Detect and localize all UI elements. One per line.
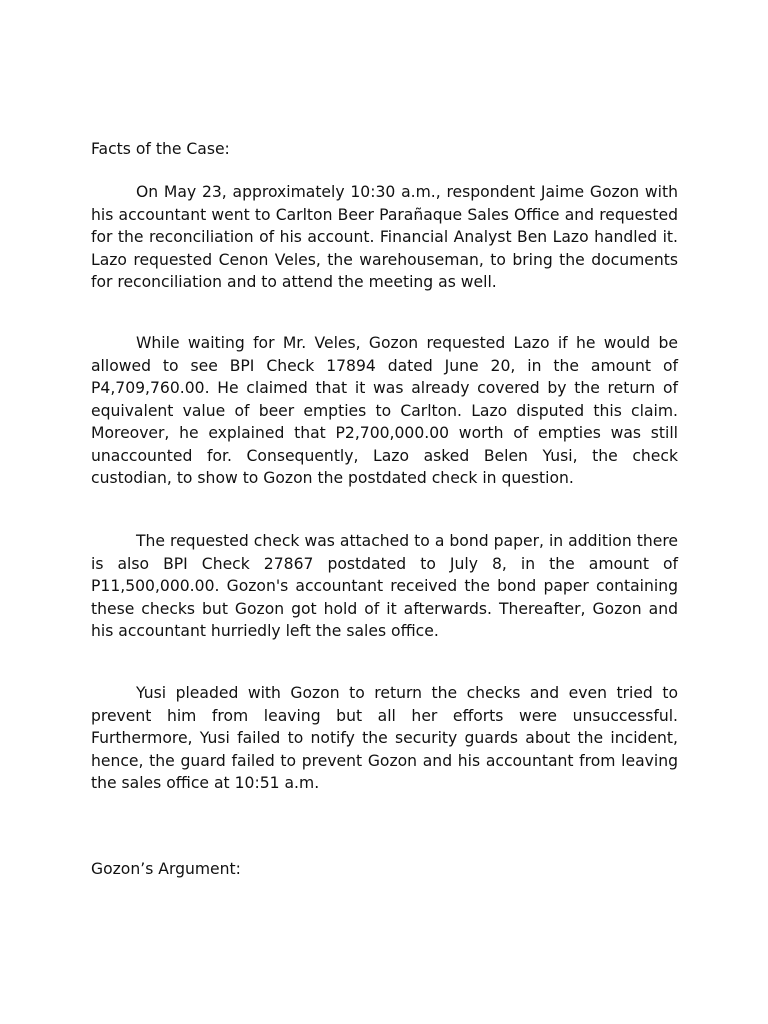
- section-heading-facts: Facts of the Case:: [91, 140, 230, 158]
- section-heading-argument: Gozon’s Argument:: [91, 860, 241, 878]
- paragraph-3: The requested check was attached to a bond paper, in addition there is also BPI Check 27867 postdated to July 8, in the amount of P11,500,000.00. Gozon's accountant received the bond paper containing these checks but Gozon got hold of it afterwards. Thereafter, Gozon and his accountant hurriedly left the sales office.: [91, 532, 678, 640]
- paragraph-2: While waiting for Mr. Veles, Gozon requested Lazo if he would be allowed to see BPI Check 17894 dated June 20, in the amount of P4,709,760.00. He claimed that it was already covered by the return of equivalent value of beer empties to Carlton. Lazo disputed this claim. Moreover, he explained that P2,700,000.00 worth of empties was still unaccounted for. Consequently, Lazo asked Belen Yusi, the check custodian, to show to Gozon the postdated check in question.: [91, 334, 678, 487]
- paragraph-1: On May 23, approximately 10:30 a.m., respondent Jaime Gozon with his accountant went to Carlton Beer Parañaque Sales Office and requested for the reconciliation of his account. Financial Analyst Ben Lazo handled it. Lazo requested Cenon Veles, the warehouseman, to bring the documents for reconciliation and to attend the meeting as well.: [91, 183, 678, 291]
- paragraph-4: Yusi pleaded with Gozon to return the checks and even tried to prevent him from leaving but all her efforts were unsuccessful. Furthermore, Yusi failed to notify the security guards about the incident, hence, the guard failed to prevent Gozon and his accountant from leaving the sales office at 10:51 a.m.: [91, 684, 678, 792]
